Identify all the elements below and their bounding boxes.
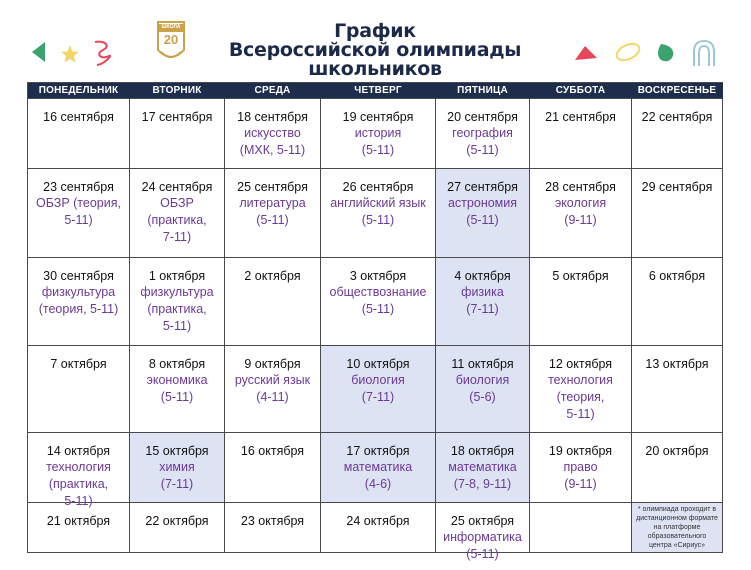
- footnote: * олимпиада проходит в дистанционном формате на платформе образовательного центра «Сириус»: [636, 506, 718, 549]
- calendar-cell: [28, 503, 130, 553]
- cell-grades: (практика,: [48, 477, 109, 491]
- calendar-cell: [436, 346, 530, 433]
- cell-date: 15 октября: [145, 444, 209, 458]
- cell-subject: физика: [461, 285, 504, 299]
- calendar-cell: [130, 346, 225, 433]
- calendar-cell: [436, 433, 530, 503]
- cell-grades: (7-11): [361, 390, 395, 404]
- calendar-cell: [225, 433, 321, 503]
- calendar-cell: [632, 346, 723, 433]
- cell-grades: (4-11): [256, 390, 289, 404]
- cell-subject: обществознание: [329, 285, 427, 299]
- calendar-cell: [530, 99, 632, 169]
- cell-date: 21 октября: [46, 514, 111, 528]
- cell-subject: математика: [343, 460, 413, 474]
- cell-date: 16 сентября: [43, 110, 114, 124]
- cell-date: 26 сентября: [342, 180, 414, 194]
- cell-grades-continued: 5-11): [566, 407, 595, 421]
- cell-grades: 5-11): [64, 213, 93, 227]
- calendar-cell: [530, 258, 632, 346]
- cell-subject: информатика: [443, 530, 522, 544]
- cell-date: 20 октября: [645, 444, 709, 458]
- day-header: ПОНЕДЕЛЬНИК: [28, 83, 130, 99]
- cell-subject: география: [452, 126, 513, 140]
- calendar-cell: [225, 503, 321, 553]
- cell-date: 24 сентября: [141, 180, 213, 194]
- calendar-cell: [436, 258, 530, 346]
- cell-subject: биология: [351, 373, 405, 387]
- cell-date: 24 октября: [346, 514, 410, 528]
- cell-subject: технология: [46, 460, 111, 474]
- cell-date: 22 сентября: [641, 110, 713, 124]
- cell-date: 13 октября: [645, 357, 709, 371]
- calendar-cell: [225, 258, 321, 346]
- rainbow-decoration: [691, 38, 717, 68]
- cell-date: 27 сентября: [447, 180, 518, 194]
- calendar-cell: [530, 503, 632, 553]
- cell-grades-continued: 7-11): [162, 230, 192, 244]
- calendar-cell: [28, 258, 130, 346]
- cell-date: 1 октября: [148, 269, 206, 283]
- calendar-cell: [28, 169, 130, 258]
- cell-date: 8 октября: [148, 357, 206, 371]
- cell-date: 7 октября: [50, 357, 107, 371]
- cell-grades: (практика,: [147, 302, 207, 316]
- cell-date: 10 октября: [346, 357, 410, 371]
- calendar-cell: [632, 258, 723, 346]
- calendar-cell: [130, 433, 225, 503]
- red-triangle-decoration: [573, 44, 599, 62]
- cell-subject: ОБЗР: [160, 196, 194, 210]
- cell-subject: русский язык: [234, 373, 311, 387]
- logo-number: 20: [163, 32, 179, 47]
- cell-grades: (5-6): [469, 390, 496, 404]
- cell-subject: искусство: [244, 126, 301, 140]
- cell-subject: история: [354, 126, 402, 140]
- cell-date: 9 октября: [244, 357, 301, 371]
- cell-grades: (4-6): [364, 477, 392, 491]
- cell-subject: технология: [548, 373, 613, 387]
- calendar-cell: [321, 503, 436, 553]
- cell-grades: (7-8, 9-11): [453, 477, 512, 491]
- cell-subject: экология: [554, 196, 607, 210]
- cell-grades: (теория, 5-11): [38, 302, 119, 316]
- cell-grades: (7-11): [466, 302, 499, 316]
- cell-date: 19 октября: [548, 444, 613, 458]
- cell-subject: английский язык: [330, 196, 426, 210]
- cell-subject: литература: [239, 196, 306, 210]
- cell-date: 11 октября: [451, 357, 514, 371]
- calendar-cell: [130, 258, 225, 346]
- calendar-cell: [436, 99, 530, 169]
- cell-grades: (теория,: [556, 390, 605, 404]
- cell-date: 4 октября: [454, 269, 511, 283]
- cell-date: 17 октября: [346, 444, 410, 458]
- schedule-table: [27, 82, 723, 561]
- day-header: ЧЕТВЕРГ: [321, 83, 436, 99]
- cell-date: 23 сентября: [43, 180, 114, 194]
- cell-date: 30 сентября: [43, 269, 114, 283]
- cell-grades: (5-11): [466, 547, 499, 561]
- cell-date: 14 октября: [46, 444, 111, 458]
- day-header: СУББОТА: [530, 83, 632, 99]
- cell-date: 6 октября: [648, 269, 706, 283]
- cell-grades: (5-11): [466, 143, 499, 157]
- cell-subject: математика: [448, 460, 517, 474]
- calendar-cell: [436, 503, 530, 561]
- cell-subject: химия: [159, 460, 195, 474]
- calendar-cell: [321, 99, 436, 169]
- calendar-cell: [530, 169, 632, 258]
- cell-date: 18 сентября: [237, 110, 308, 124]
- cell-grades: (9-11): [564, 213, 597, 227]
- calendar-cell: [28, 99, 130, 169]
- day-header: СРЕДА: [225, 83, 321, 99]
- cell-grades: (7-11): [160, 477, 194, 491]
- cell-date: 16 октября: [240, 444, 305, 458]
- cell-grades: (5-11): [256, 213, 289, 227]
- cell-grades-continued: 5-11): [64, 494, 93, 508]
- cell-date: 18 октября: [450, 444, 515, 458]
- day-header: ПЯТНИЦА: [436, 83, 530, 99]
- cell-subject: экономика: [146, 373, 208, 387]
- cell-date: 17 сентября: [141, 110, 213, 124]
- cell-subject: ОБЗР (теория,: [36, 196, 121, 210]
- calendar-cell: [632, 503, 723, 553]
- calendar-cell: [321, 433, 436, 503]
- cell-subject: право: [563, 460, 598, 474]
- calendar-cell: [225, 169, 321, 258]
- cell-grades: (МХК, 5-11): [239, 143, 306, 157]
- cell-subject: астрономия: [447, 196, 518, 210]
- title-line-2: Всероссийской олимпиады: [228, 39, 522, 61]
- title-line-1: График: [334, 20, 416, 42]
- calendar-cell: [530, 433, 632, 503]
- calendar-cell: [632, 433, 723, 503]
- logo-text: ШКОЛА: [161, 24, 181, 30]
- title-line-3: школьников: [308, 58, 442, 80]
- cell-date: 28 сентября: [545, 180, 616, 194]
- cell-date: 5 октября: [552, 269, 609, 283]
- cell-subject: физкультура: [140, 285, 214, 299]
- day-header: ВОСКРЕСЕНЬЕ: [632, 83, 723, 99]
- cell-date: 2 октября: [244, 269, 301, 283]
- green-drop-decoration: [655, 42, 677, 64]
- cell-subject: биология: [455, 373, 510, 387]
- cell-grades-continued: 5-11): [162, 319, 192, 333]
- yellow-ring-decoration: [613, 40, 643, 64]
- cell-date: 3 октября: [349, 269, 407, 283]
- cell-grades: (5-11): [361, 302, 395, 316]
- calendar-cell: [321, 258, 436, 346]
- calendar-cell: [632, 169, 723, 258]
- calendar-cell: [436, 169, 530, 258]
- calendar-cell: [321, 169, 436, 258]
- cell-date: 29 сентября: [641, 180, 713, 194]
- cell-date: 25 октября: [450, 514, 515, 528]
- cell-grades: (практика,: [147, 213, 207, 227]
- cell-date: 22 октября: [145, 514, 209, 528]
- cell-date: 25 сентября: [237, 180, 308, 194]
- cell-grades: (5-11): [361, 213, 395, 227]
- calendar-cell: [130, 99, 225, 169]
- cell-grades: (9-11): [564, 477, 597, 491]
- cell-date: 19 сентября: [342, 110, 414, 124]
- calendar-cell: [530, 346, 632, 433]
- calendar-cell: [225, 99, 321, 169]
- calendar-cell: [225, 346, 321, 433]
- day-header: ВТОРНИК: [130, 83, 225, 99]
- calendar-cell: [321, 346, 436, 433]
- cell-grades: (5-11): [160, 390, 194, 404]
- cell-subject: физкультура: [41, 285, 116, 299]
- cell-grades: (5-11): [361, 143, 395, 157]
- cell-grades: (5-11): [466, 213, 499, 227]
- calendar-cell: [28, 433, 130, 508]
- cell-date: 12 октября: [548, 357, 613, 371]
- calendar-cell: [130, 503, 225, 553]
- cell-date: 23 октября: [240, 514, 305, 528]
- calendar-cell: [632, 99, 723, 169]
- cell-date: 20 сентября: [447, 110, 518, 124]
- calendar-cell: [28, 346, 130, 433]
- page-header: [27, 6, 723, 84]
- cell-date: 21 сентября: [545, 110, 616, 124]
- calendar-cell: [130, 169, 225, 258]
